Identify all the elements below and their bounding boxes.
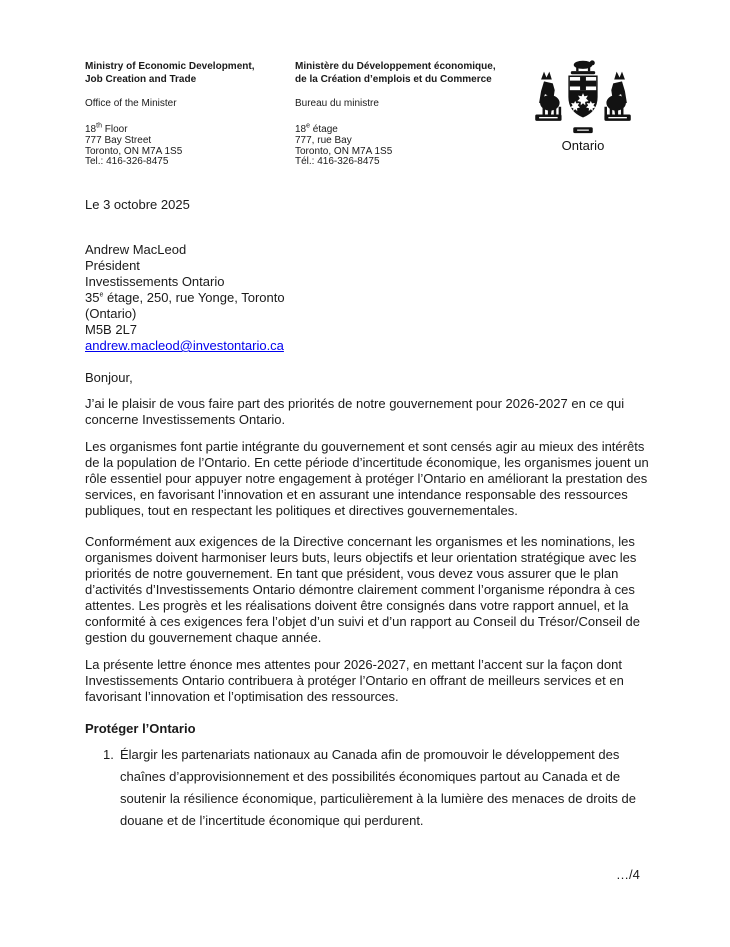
recipient-block [85,242,652,354]
paragraph-expectations: La présente lettre énonce mes attentes pour 2026-2027, en mettant l’accent sur la façon dont Investissements Ontario contribuera à protéger l’Ontario en offrant de meilleurs services et en favorisant l’innovation et l’optimisation des ressources. [85,657,624,704]
address-fr-phone: Tél.: 416-326-8475 [295,156,380,168]
paragraph-directive-requirements: Conformément aux exigences de la Directive concernant les organismes et les nominations, les organismes doivent harmoniser leurs buts, leurs objectifs et leur orientation stratégique avec les priorités de notre gouvernement. En tant que président, vous devez vous assurer que le plan d’activités d’Investissements Ontario démontre clairement comment l’organisme répondra à ces attentes. Les progrès et les réalisations doivent être consignés dans votre rapport annuel, et la conformité à ces exigences fera l’objet d’un suivi et d’un rapport au Conseil du Trésor/Conseil de gestion du gouvernement chaque année. [85,534,640,645]
ontario-wordmark: Ontario [561,138,605,153]
paragraph-agencies-role: Les organismes font partie intégrante du gouvernement et sont censés agir au mieux des intérêts de la population de l’Ontario. En cette période d’incertitude économique, les organismes jouent un rôle essentiel pour appuyer notre engagement à protéger l’Ontario en améliorant la prestation des services, en favorisant l’innovation et en assurant une intendance responsable des ressources publiques, tout en respectant les politiques et directives gouvernementales. [85,439,649,518]
ministry-name-fr [295,60,533,86]
recipient-street-address [85,290,652,306]
ministry-name-en [85,60,290,86]
recipient-postal-code: M5B 2L7 [85,322,138,337]
address-en-city: Toronto, ON M7A 1S5 [85,145,183,157]
floor-ordinal-fr: e [306,122,311,130]
ministry-name-en-line1: Ministry of Economic Development, [85,61,255,72]
recipient-organization: Investissements Ontario [85,274,225,289]
recipient-title: Président [85,258,140,273]
priority-list [85,744,652,832]
floor-label-fr: étage [310,124,338,135]
address-en-street: 777 Bay Street [85,134,152,146]
address-block-fr [295,122,533,168]
recipient-email-link[interactable]: andrew.macleod@investontario.ca [85,338,284,353]
ministry-name-fr-line1: Ministère du Développement économique, [295,61,496,72]
ontario-coat-of-arms-icon [531,58,635,136]
list-item [103,744,652,832]
floor-number-fr: 18 [295,124,307,135]
ontario-logo [531,58,635,153]
office-name-en: Office of the Minister [85,98,177,109]
recipient-province: (Ontario) [85,306,137,321]
salutation: Bonjour, [85,370,133,385]
address-block-en [85,122,290,168]
recipient-street: étage, 250, rue Yonge, Toronto [103,290,285,305]
page-continuation-marker: …/4 [616,867,640,882]
paragraph-intro: J’ai le plaisir de vous faire part des priorités de notre gouvernement pour 2026-2027 en ce qui concerne Investissements Ontario. [85,396,625,427]
ministry-name-fr-line2: de la Création d’emplois et du Commerce [295,74,492,85]
list-item-text: Élargir les partenariats nationaux au Canada afin de promouvoir le développement des chaînes d’approvisionnement et des possibilités économiques partout au Canada et de soutenir la résilience économique, particulièrement à la lumière des menaces de droits de douane et de l’incertitude économique qui perdurent. [120,747,636,828]
ministry-name-en-line2: Job Creation and Trade [85,74,197,85]
address-fr-city: Toronto, ON M7A 1S5 [295,145,393,157]
recipient-email-row [85,338,652,354]
letterhead-english [85,60,290,168]
letter-date: Le 3 octobre 2025 [85,197,190,212]
recipient-floor-number: 35 [85,290,100,305]
section-heading: Protéger l’Ontario [85,721,196,736]
recipient-name: Andrew MacLeod [85,242,187,257]
floor-ordinal-en: th [96,122,102,130]
list-item-marker: 1. [103,747,114,762]
letter-body [85,197,652,832]
floor-label-en: Floor [101,124,128,135]
recipient-floor-ordinal: e [99,291,104,299]
address-fr-street: 777, rue Bay [295,134,352,146]
address-en-phone: Tel.: 416-326-8475 [85,156,169,168]
floor-number-en: 18 [85,124,97,135]
letterhead-french [295,60,533,168]
office-name-fr: Bureau du ministre [295,98,379,109]
